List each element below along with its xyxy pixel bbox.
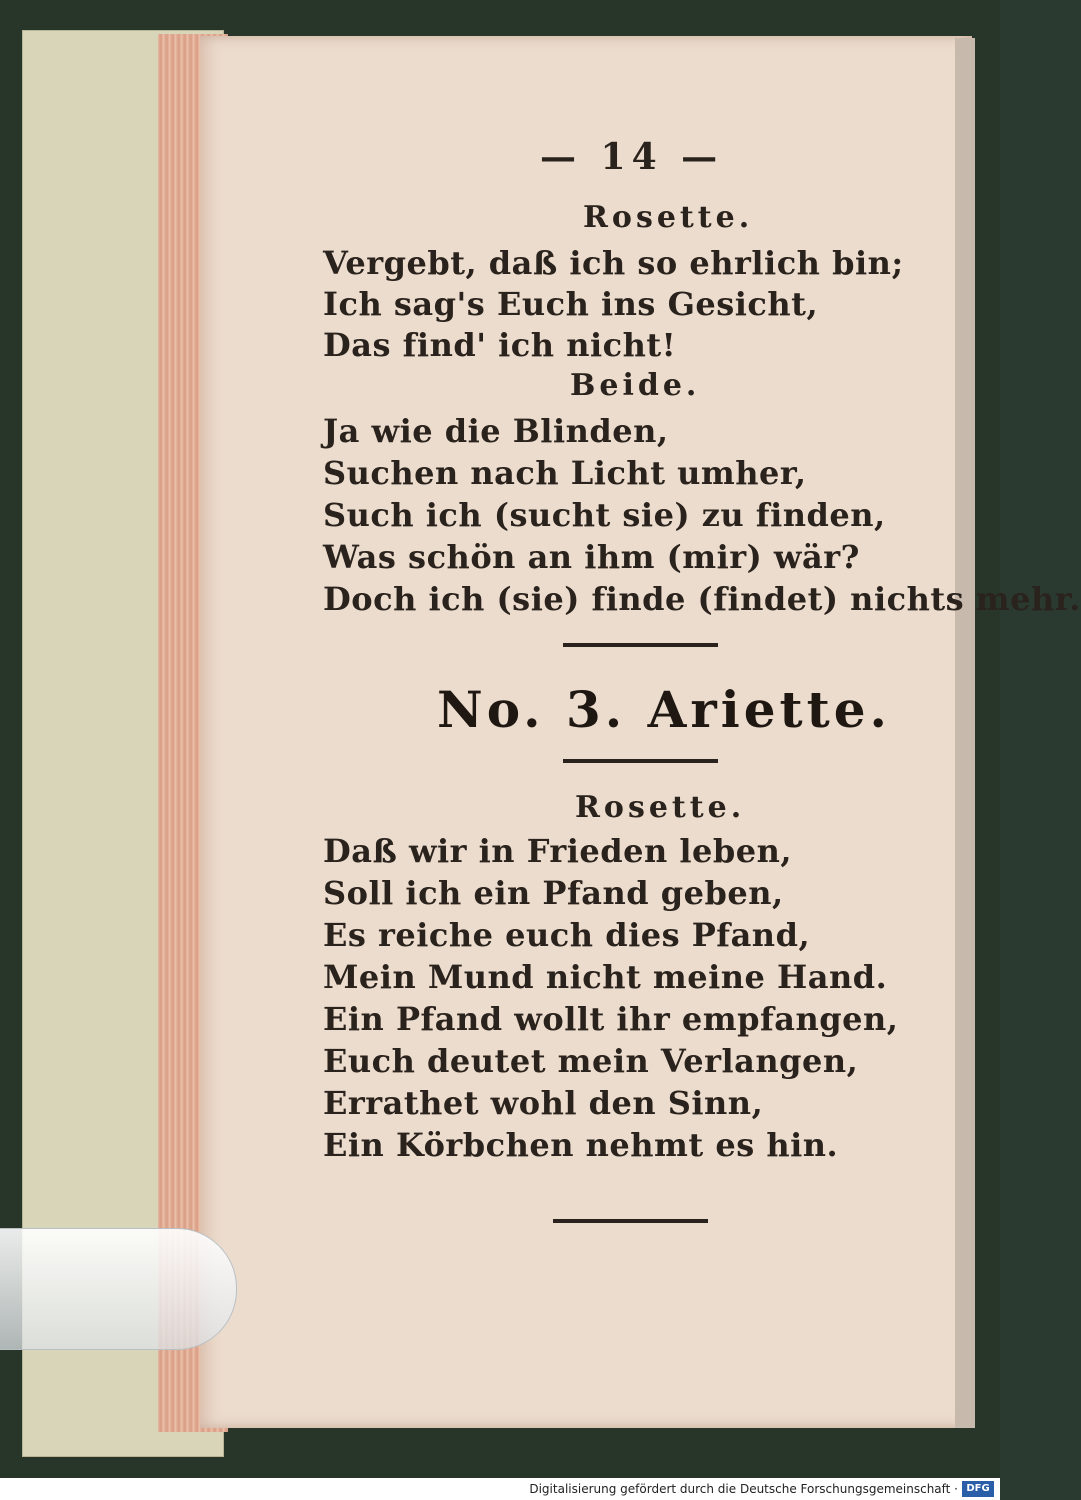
glass-clip	[0, 1228, 237, 1350]
verse-line: Such ich (sucht sie) zu finden,	[323, 496, 886, 534]
verse-line: Errathet wohl den Sinn,	[323, 1084, 764, 1122]
verse-line: Mein Mund nicht meine Hand.	[323, 958, 888, 996]
page-right-edge	[955, 38, 975, 1428]
verse-line: Ich sag's Euch ins Gesicht,	[323, 285, 819, 323]
section-divider	[553, 1219, 708, 1223]
verse-line: Daß wir in Frieden leben,	[323, 832, 793, 870]
section-divider	[563, 643, 718, 647]
verse-line: Suchen nach Licht umher,	[323, 454, 807, 492]
speaker-label: Rosette.	[583, 200, 754, 235]
verse-line: Vergebt, daß ich so ehrlich bin;	[323, 244, 904, 282]
page-number: — 14 —	[540, 136, 724, 178]
section-heading: No. 3. Ariette.	[437, 680, 891, 739]
speaker-label: Beide.	[570, 368, 701, 403]
verse-line: Das find' ich nicht!	[323, 326, 677, 364]
verse-line: Es reiche euch dies Pfand,	[323, 916, 811, 954]
footer-bar	[0, 1478, 1000, 1500]
verse-line: Doch ich (sie) finde (findet) nichts mehr.	[323, 580, 1081, 618]
verse-line: Euch deutet mein Verlangen,	[323, 1042, 859, 1080]
section-divider	[563, 759, 718, 763]
verse-line: Soll ich ein Pfand geben,	[323, 874, 784, 912]
footer-credit: Digitalisierung gefördert durch die Deutsche Forschungsgemeinschaft ·	[529, 1482, 958, 1496]
verse-line: Ja wie die Blinden,	[323, 412, 669, 450]
dfg-logo-icon: DFG	[962, 1481, 994, 1497]
verse-line: Ein Pfand wollt ihr empfangen,	[323, 1000, 899, 1038]
speaker-label: Rosette.	[575, 790, 746, 825]
verse-line: Ein Körbchen nehmt es hin.	[323, 1126, 839, 1164]
verse-line: Was schön an ihm (mir) wär?	[323, 538, 860, 576]
